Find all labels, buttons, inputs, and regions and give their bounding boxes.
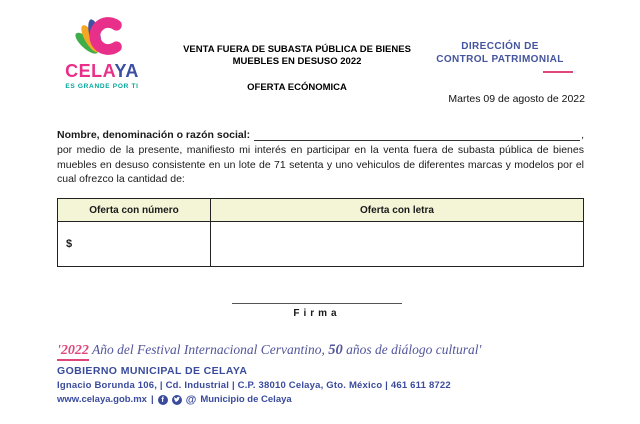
quote-fifty: 50 (328, 342, 343, 358)
name-field-label: Nombre, denominación o razón social: (57, 129, 251, 141)
name-comma: , (581, 129, 584, 141)
social-handle: Municipio de Celaya (200, 394, 292, 405)
brand-tagline: ES GRANDE POR TI (65, 83, 139, 90)
government-name: GOBIERNO MUNICIPAL DE CELAYA (57, 365, 248, 377)
department-line1: DIRECCIÓN DE (461, 41, 539, 52)
website-line (57, 394, 587, 405)
document-date: Martes 09 de agosto de 2022 (448, 93, 585, 105)
quote-middle: Año del Festival Internacional Cervantino, (88, 342, 329, 357)
signature-block (232, 303, 402, 319)
department-accent-line (543, 71, 573, 73)
celaya-logo (50, 10, 154, 90)
footer-separator: | (150, 394, 154, 405)
offer-letter-cell (211, 222, 584, 267)
celaya-c-icon (75, 10, 129, 62)
offer-letter-header: Oferta con letra (211, 199, 584, 222)
quote-year: '2022 (57, 343, 89, 361)
name-blank-line (254, 128, 580, 141)
footer (57, 365, 587, 405)
offer-number-cell: $ (58, 222, 211, 267)
table-row (58, 222, 584, 267)
department-title (415, 40, 585, 66)
document-title (166, 44, 428, 68)
offer-number-header: Oferta con número (58, 199, 211, 222)
offer-table (57, 198, 584, 267)
document-subtitle: OFERTA ECÓNOMICA (247, 82, 347, 93)
wordmark-suffix: YA (114, 61, 139, 81)
department-line2: CONTROL PATRIMONIAL (436, 54, 564, 65)
wordmark-prefix: CELA (65, 61, 115, 81)
title-line2: MUEBLES EN DESUSO 2022 (232, 56, 362, 67)
signature-label: Firma (293, 308, 341, 319)
address-line: Ignacio Borunda 106, | Cd. Industrial | C.P. 38010 Celaya, Gto. México | 461 611 8722 (57, 380, 451, 391)
offer-table-header-row (58, 199, 584, 222)
facebook-icon: f (158, 395, 168, 405)
twitter-icon (172, 395, 182, 405)
name-field-row (57, 128, 584, 141)
website-url: www.celaya.gob.mx (57, 394, 147, 405)
body-paragraph: por medio de la presente, manifiesto mi interés en participar en la venta fuera de subasta pública de bienes muebles en desuso consistente en un lote de 71 setenta y uno vehiculos de diferentes marcas y modelos por el cual ofrezco la cantidad de: (57, 144, 584, 186)
cervantino-quote (57, 342, 587, 359)
quote-end: años de diálogo cultural' (342, 342, 482, 357)
instagram-at-icon: @ (185, 393, 197, 406)
signature-line (232, 303, 402, 304)
celaya-wordmark (50, 62, 154, 80)
title-line1: VENTA FUERA DE SUBASTA PÚBLICA DE BIENES (183, 44, 411, 55)
